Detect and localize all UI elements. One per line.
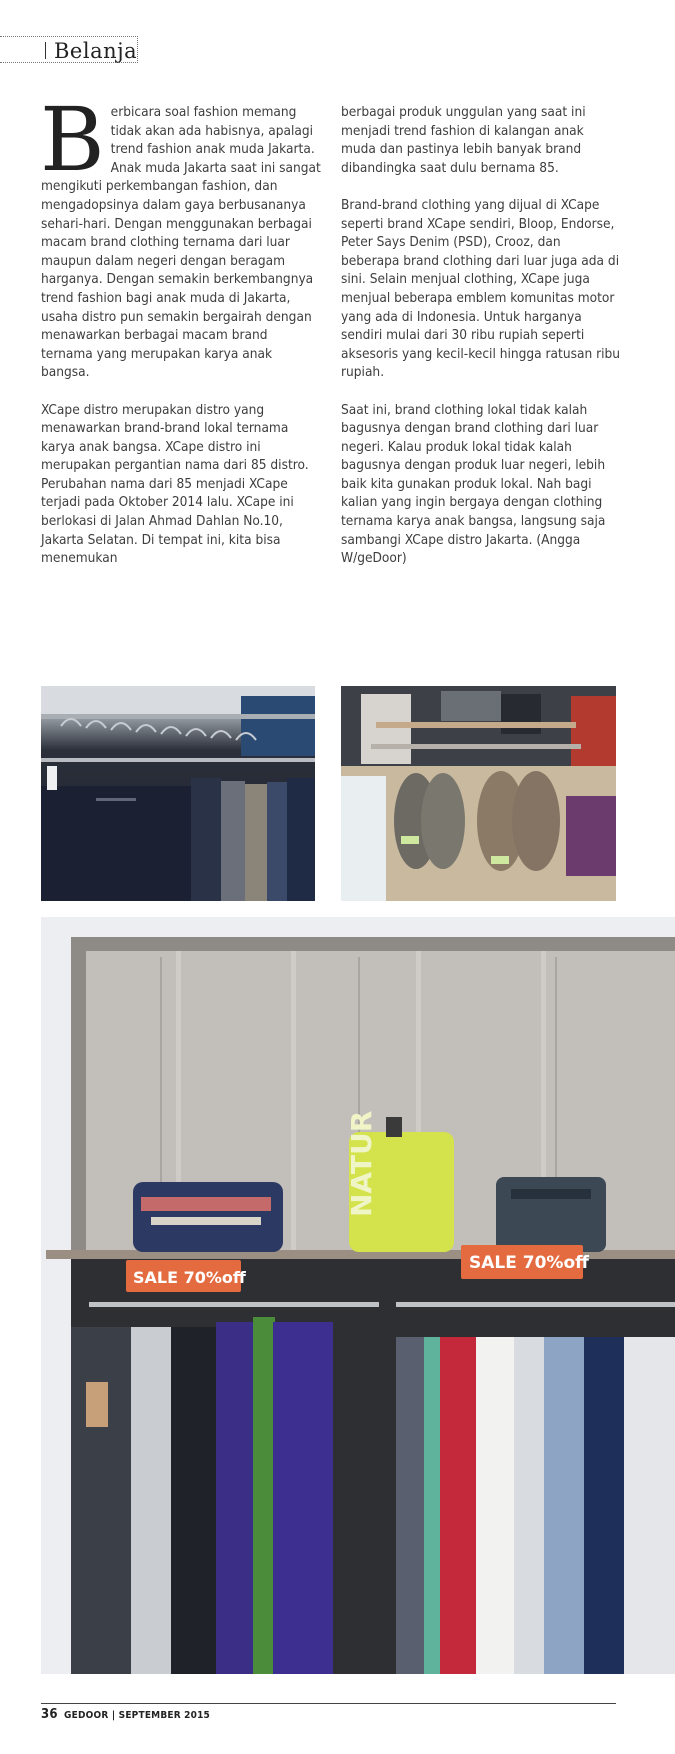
bag-right [496,1177,606,1252]
clothes-right [396,1337,675,1674]
bag-print-text: NATUR [345,1110,378,1217]
photo-shoes-display [341,686,616,901]
sale-tag-right [461,1245,589,1279]
shoes-display-illustration [341,686,616,901]
sale-text-left: SALE 70%off [133,1268,246,1287]
drop-cap: B [40,88,105,191]
store-wall-illustration [41,917,675,1674]
article-paragraph-1 [40,88,321,382]
article-column-left [40,88,321,586]
article-paragraph-4: Saat ini, brand clothing lokal tidak kalah bagusnya dengan brand clothing dari luar negeri. Kalau produk lokal tidak kalah bagusnya dengan produk luar negeri, lebih baik kita gunakan produk lokal. Nah bagi kalian yang ingin bergaya dengan clothing ternama karya anak bangsa, langsung saja sambangi XCape distro Jakarta. (Angga W/geDoor) [341,401,606,567]
article-paragraph-1-text: erbicara soal fashion memang tidak akan ada habisnya, apalagi trend fashion anak muda Jakarta. Anak muda Jakarta saat ini sangat mengikuti perkembangan fashion, dan mengadopsinya dalam gaya berbusananya sehari-hari. Dengan menggunakan berbagai macam brand clothing ternama dari luar maupun dalam negeri dengan beragam harganya. Dengan semakin berkembangnya trend fashion bagi anak muda di Jakarta, usaha distro pun semakin bergairah dengan menawarkan berbagai macam brand ternama yang merupakan karya anak bangsa. [41,104,321,381]
sale-tag-left [126,1260,247,1292]
footer-rule [41,1703,616,1704]
article-column-right [341,103,621,586]
section-tab [0,36,138,63]
jeans-rack-illustration [41,686,315,901]
section-title: Belanja [54,39,138,63]
section-tab-divider [45,42,46,59]
article-paragraph-3: Brand-brand clothing yang dijual di XCape seperti brand XCape sendiri, Bloop, Endorse, Peter Says Denim (PSD), Crooz, dan beberapa brand clothing dari luar juga ada di sini. Selain menjual clothing, XCape juga menjual beberapa emblem komunitas motor yang ada di Indonesia. Untuk harganya sendiri mulai dari 30 ribu rupiah seperti aksesoris yang kecil-kecil hingga ratusan ribu rupiah. [341,196,621,381]
photo-jeans-rack [41,686,315,901]
clothes-left [71,1317,353,1674]
page-footer [41,1707,210,1722]
magazine-name: GEDOOR [64,1710,109,1721]
page-number: 36 [41,1707,58,1722]
article-paragraph-2-continued: berbagai produk unggulan yang saat ini menjadi trend fashion di kalangan anak muda dan pastinya lebih banyak brand dibandingka saat dulu bernama 85. [341,104,586,176]
issue-date: SEPTEMBER 2015 [118,1710,211,1721]
bag-left [133,1182,283,1252]
photo-store-wall [41,917,675,1674]
article-paragraph-2: XCape distro merupakan distro yang menawarkan brand-brand lokal ternama karya anak bangsa. XCape distro ini merupakan pergantian nama dari 85 distro. Perubahan nama dari 85 menjadi XCape terjadi pada Oktober 2014 lalu. XCape ini berlokasi di Jalan Ahmad Dahlan No.10, Jakarta Selatan. Di tempat ini, kita bisa menemukan [41,401,309,567]
sale-text-right: SALE 70%off [469,1253,589,1273]
footer-separator: | [111,1710,116,1721]
